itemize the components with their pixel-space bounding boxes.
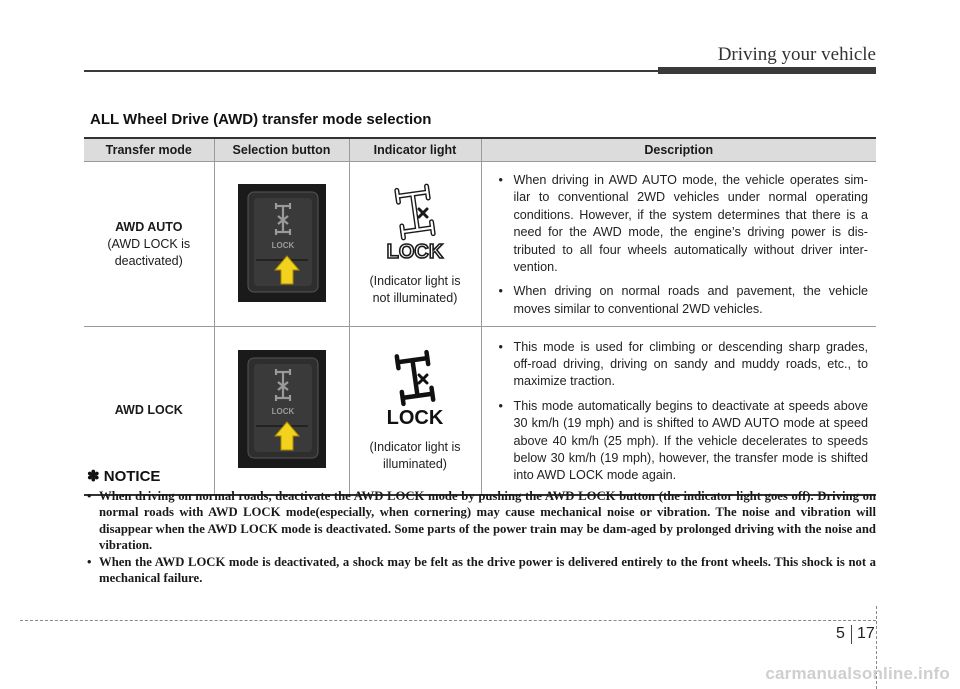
description-cell bbox=[481, 327, 876, 496]
col-header-transfer-mode: Transfer mode bbox=[84, 138, 214, 162]
header-rule bbox=[84, 70, 660, 72]
header-rule-bold bbox=[658, 67, 876, 74]
description-list bbox=[490, 172, 869, 318]
awd-lock-button-photo bbox=[238, 184, 326, 302]
footer-dashed-rule bbox=[20, 620, 876, 621]
awd-lock-indicator-outline-icon bbox=[380, 182, 450, 264]
page-number-separator bbox=[851, 625, 852, 644]
list-item: • When driving in AWD AUTO mode, the vehicle operates sim-ilar to conventional 2WD vehicles under normal operating conditions. However, if the system determines that there is a need for the AWD mode, the engine’s driving power is dis-tributed to all four wheels automatically without driver inter-vention. bbox=[490, 172, 869, 276]
list-item: • This mode automatically begins to deactivate at speeds above 30 km/h (19 mph) and is shifted to AWD AUTO mode at speed above 40 km/h (25 mph). If the vehicle decelerates to speeds below 30 km/h (19 mph), however, the transfer mode is shifted into AWD LOCK mode again. bbox=[490, 398, 869, 485]
description-cell bbox=[481, 162, 876, 327]
awd-lock-button-icon bbox=[238, 184, 326, 302]
notice-symbol-icon: ✽ bbox=[87, 468, 100, 485]
button-label: LOCK bbox=[271, 407, 294, 417]
section-title: ALL Wheel Drive (AWD) transfer mode selection bbox=[90, 111, 432, 128]
page-chapter-number: 5 bbox=[836, 625, 845, 642]
button-label: LOCK bbox=[271, 240, 294, 250]
notice-title: NOTICE bbox=[103, 468, 161, 485]
col-header-indicator-light: Indicator light bbox=[349, 138, 481, 162]
list-item: • When driving on normal roads and pavement, the vehicle moves similar to conventional 2WD vehicles. bbox=[490, 283, 869, 318]
indicator-light-cell bbox=[349, 327, 481, 496]
table-row bbox=[84, 327, 876, 496]
awd-lock-button-icon bbox=[238, 350, 326, 468]
list-item: • This mode is used for climbing or descending sharp grades, off-road driving, driving on sandy and muddy roads, etc., to maximize traction. bbox=[490, 339, 869, 391]
mode-subtext: (AWD LOCK is deactivated) bbox=[107, 236, 191, 268]
indicator-caption: (Indicator light is not illuminated) bbox=[369, 273, 461, 305]
indicator-label: LOCK bbox=[386, 240, 444, 263]
table-header-row bbox=[84, 138, 876, 162]
awd-lock-button-photo bbox=[238, 350, 326, 468]
selection-button-cell bbox=[214, 162, 349, 327]
page-number: 17 bbox=[857, 625, 875, 642]
description-list bbox=[490, 339, 869, 485]
awd-lock-indicator-lit-icon bbox=[380, 348, 450, 430]
list-item: • When the AWD LOCK mode is deactivated, a shock may be felt as the drive power is delivered entirely to the front wheels. This shock is not a mechanical failure. bbox=[84, 554, 876, 587]
indicator-light-cell bbox=[349, 162, 481, 327]
mode-name: AWD LOCK bbox=[114, 403, 183, 418]
watermark: carmanualsonline.info bbox=[765, 664, 950, 683]
indicator-label: LOCK bbox=[386, 407, 444, 430]
awd-mode-table bbox=[84, 137, 876, 496]
col-header-description: Description bbox=[481, 138, 876, 162]
table-row bbox=[84, 162, 876, 327]
notice-list bbox=[84, 488, 876, 586]
selection-button-cell bbox=[214, 327, 349, 496]
notice-heading bbox=[87, 467, 160, 485]
list-item: • When driving on normal roads, deactivate the AWD LOCK mode by pushing the AWD LOCK button (the indicator light goes off). Driving on normal roads with AWD LOCK mode(especially, when cornering) may cause mechanical noise or vibration. The noise and vibration will disappear when the AWD LOCK mode is deactivated. Some parts of the power train may be dam-aged by prolonged driving with the noise and vibration. bbox=[84, 488, 876, 554]
mode-name: AWD AUTO bbox=[115, 219, 183, 234]
transfer-mode-cell bbox=[84, 162, 214, 327]
indicator-caption: (Indicator light is illuminated) bbox=[369, 440, 461, 472]
col-header-selection-button: Selection button bbox=[214, 138, 349, 162]
chapter-title: Driving your vehicle bbox=[717, 44, 876, 65]
